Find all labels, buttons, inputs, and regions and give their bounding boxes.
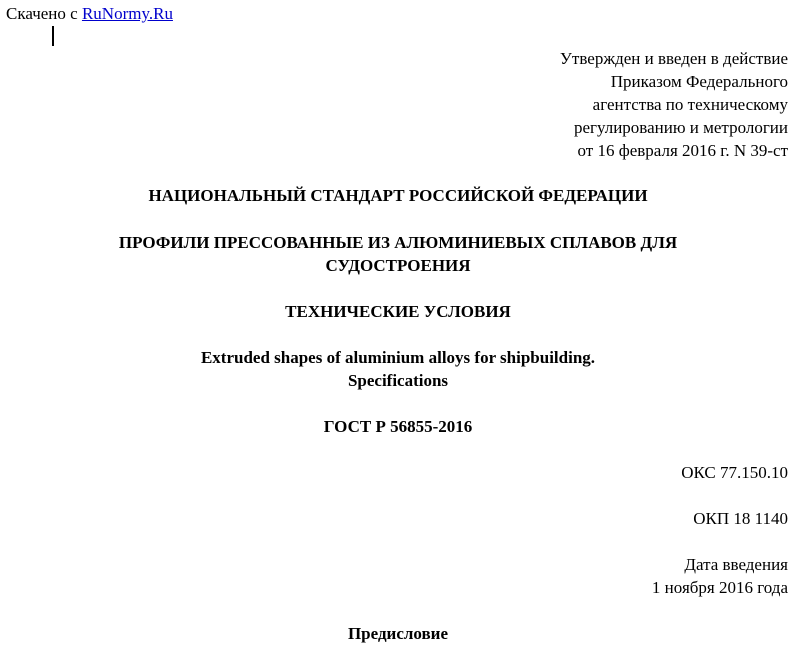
foreword-heading: Предисловие — [347, 624, 449, 643]
source-prefix: Скачено с — [6, 4, 78, 23]
approval-line: Приказом Федерального — [610, 72, 788, 91]
approval-line: Утвержден и введен в действие — [559, 49, 788, 68]
approval-line: от 16 февраля 2016 г. N 39-ст — [577, 141, 788, 160]
approval-line: агентства по техническому — [592, 95, 788, 114]
approval-block — [560, 47, 788, 162]
technical-conditions-title: ТЕХНИЧЕСКИЕ УСЛОВИЯ — [285, 302, 511, 321]
subject-title-line2: СУДОСТРОЕНИЯ — [325, 256, 471, 275]
text-caret — [52, 26, 54, 46]
source-line — [6, 2, 173, 25]
english-title-line2: Specifications — [347, 371, 449, 390]
english-title-line1: Extruded shapes of aluminium alloys for shipbuilding. — [200, 348, 596, 367]
standard-code: ГОСТ Р 56855-2016 — [323, 417, 473, 436]
source-link[interactable]: RuNormy.Ru — [81, 4, 173, 23]
national-standard-title: НАЦИОНАЛЬНЫЙ СТАНДАРТ РОССИЙСКОЙ ФЕДЕРАЦИИ — [148, 186, 648, 205]
intro-date-value: 1 ноября 2016 года — [651, 578, 788, 597]
subject-title-line1: ПРОФИЛИ ПРЕССОВАННЫЕ ИЗ АЛЮМИНИЕВЫХ СПЛАВОВ ДЛЯ — [118, 233, 678, 252]
okp-code: ОКП 18 1140 — [693, 509, 788, 528]
approval-line: регулированию и метрологии — [573, 118, 788, 137]
intro-date-label: Дата введения — [684, 555, 788, 574]
oks-code: ОКС 77.150.10 — [681, 463, 788, 482]
